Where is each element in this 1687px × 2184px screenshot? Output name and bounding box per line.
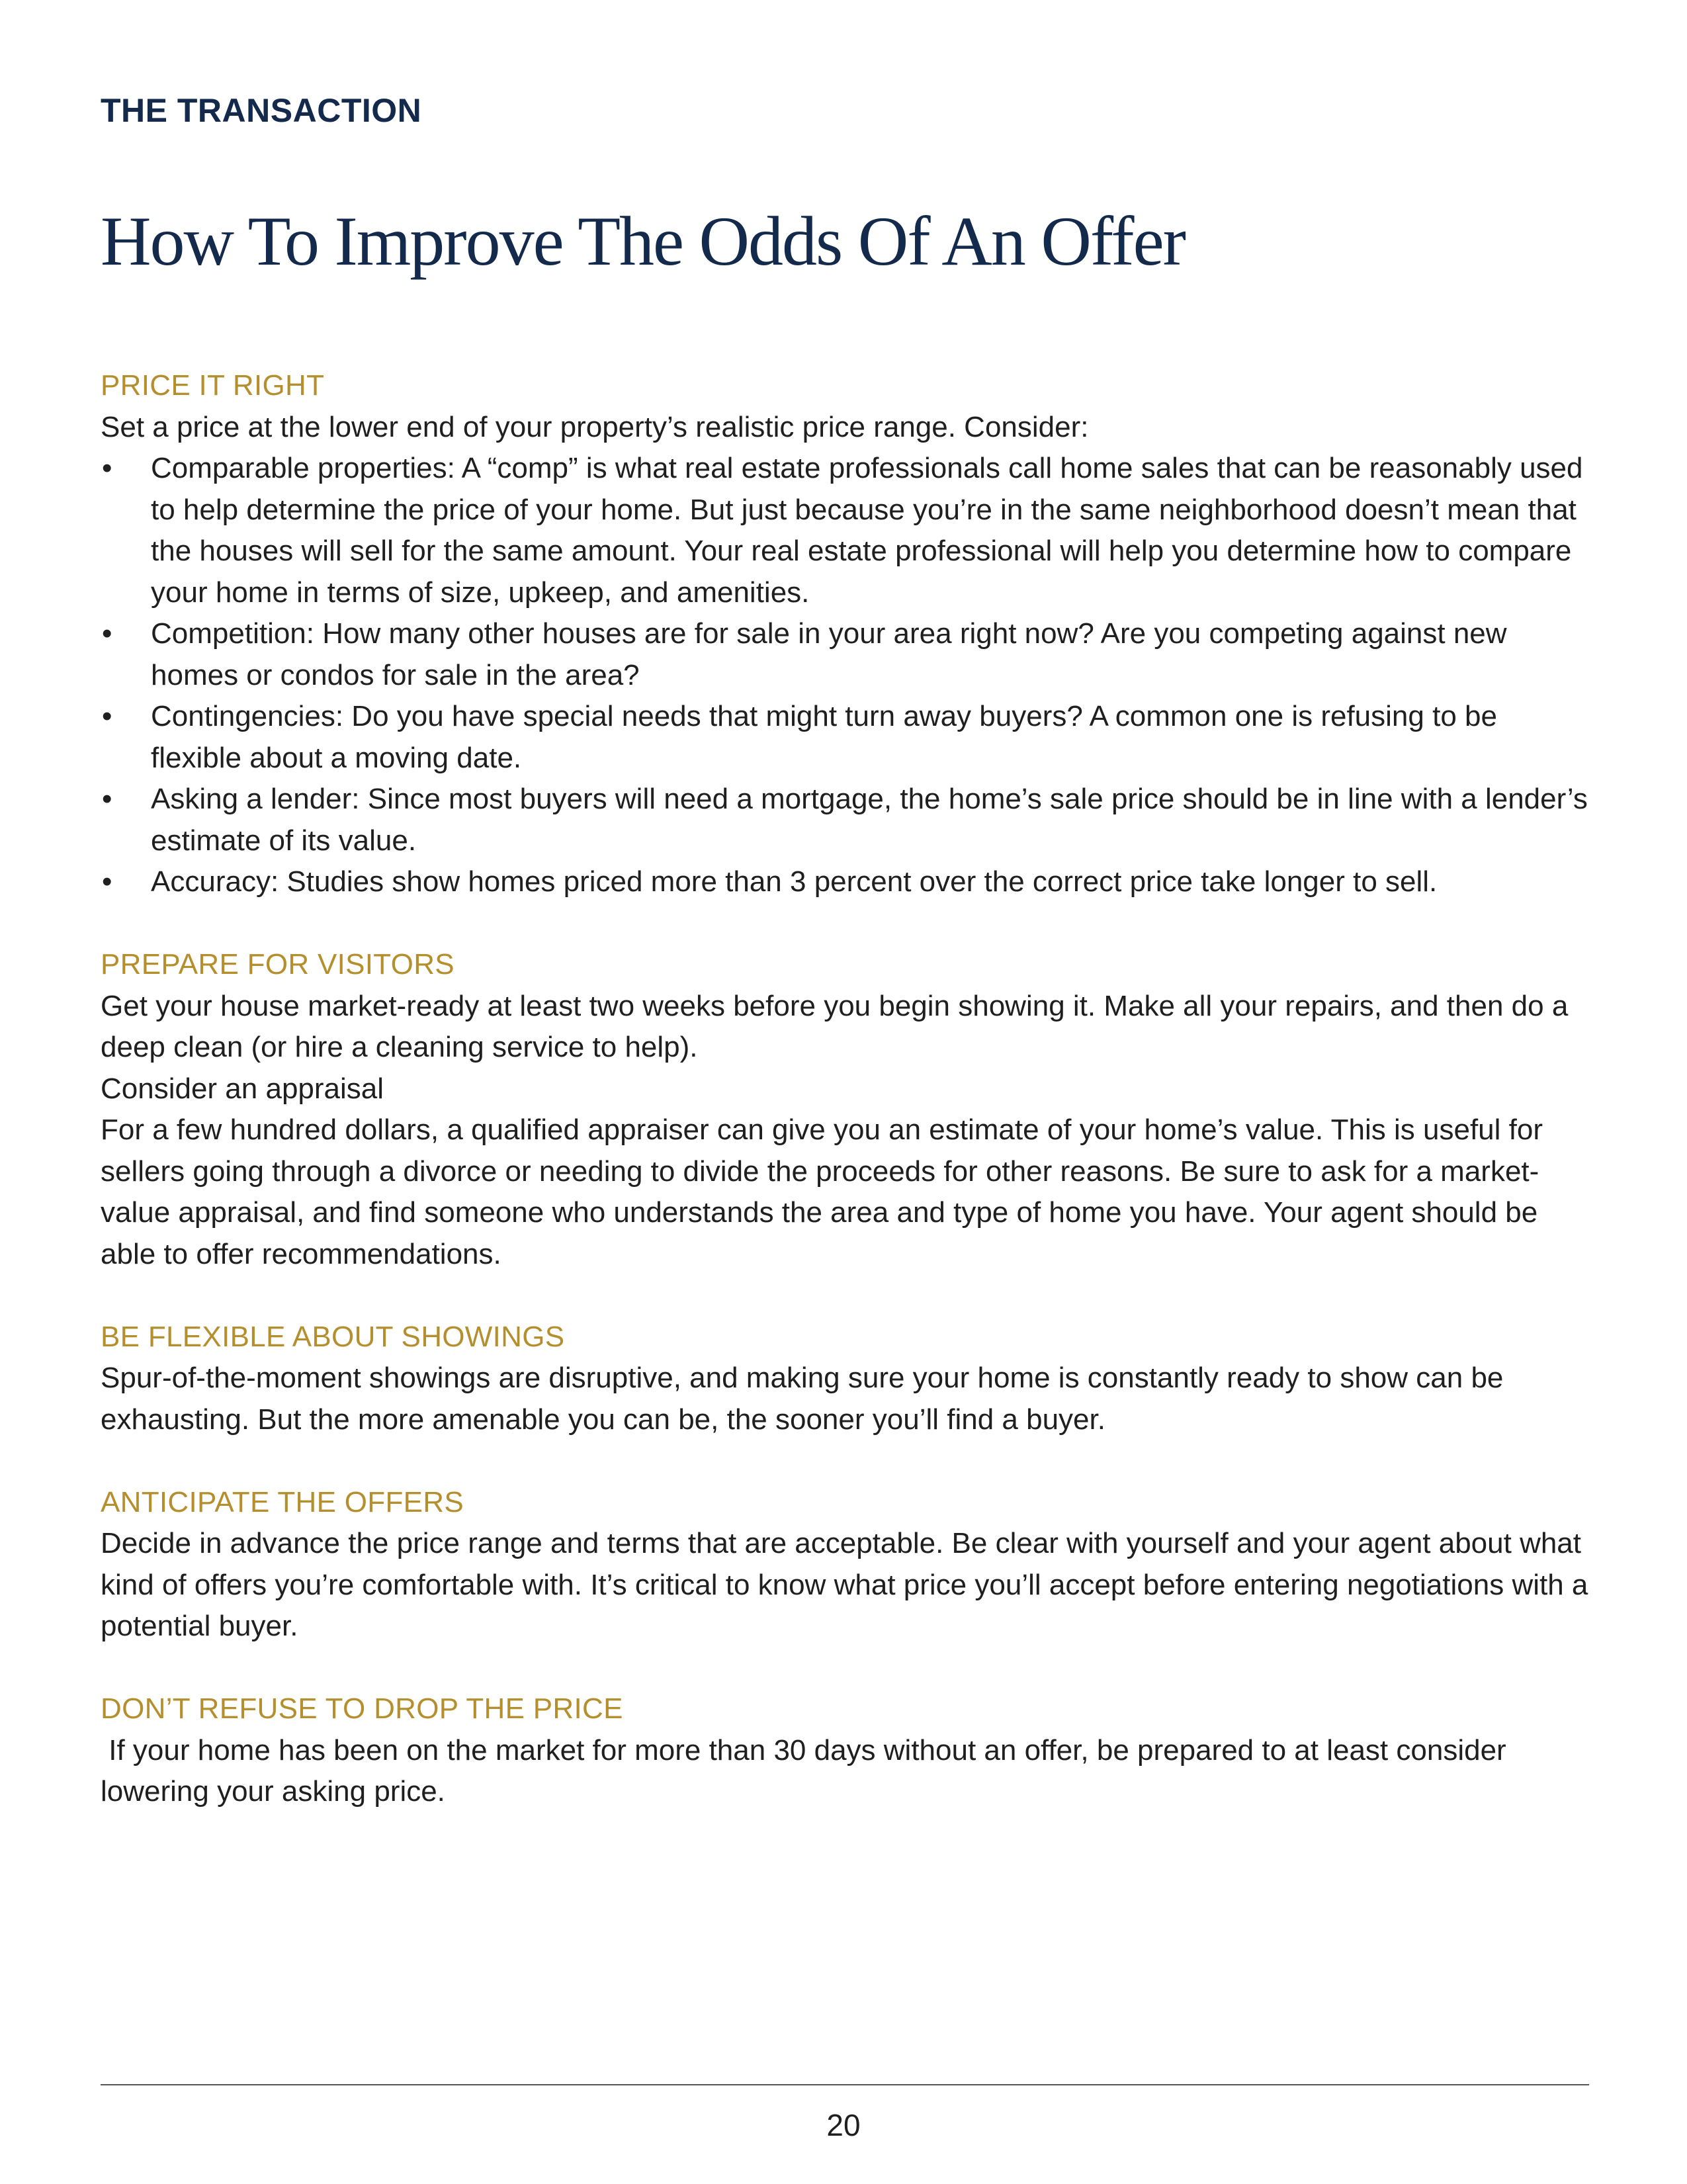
section-heading: PRICE IT RIGHT: [101, 369, 325, 402]
bullet-icon: •: [102, 700, 112, 732]
list-item: [101, 613, 1589, 696]
bullet-icon: •: [102, 783, 112, 815]
section-heading: ANTICIPATE THE OFFERS: [101, 1485, 464, 1518]
section-heading: PREPARE FOR VISITORS: [101, 948, 454, 981]
section-anticipate-offers: [101, 1482, 1589, 1647]
section-drop-price: [101, 1688, 1589, 1813]
bullet-icon: •: [102, 452, 112, 484]
section-heading: DON’T REFUSE TO DROP THE PRICE: [101, 1692, 623, 1725]
list-item: [101, 448, 1589, 613]
list-item-text: Competition: How many other houses are for sale in your area right now? Are you competing against new homes or condos for sale in the area?: [151, 617, 1507, 691]
list-item: [101, 696, 1589, 779]
section-paragraph: Get your house market-ready at least two weeks before you begin showing it. Make all your repairs, and then do a deep clean (or hire a cleaning service to help).: [101, 989, 1569, 1063]
footer-divider: [101, 2084, 1589, 2085]
list-item: [101, 779, 1589, 861]
bullet-list: [101, 448, 1589, 903]
list-item-text: Accuracy: Studies show homes priced more than 3 percent over the correct price take longer to sell.: [151, 865, 1438, 898]
section-prepare-for-visitors: [101, 944, 1589, 1275]
section-price-it-right: [101, 365, 1589, 903]
section-paragraph: For a few hundred dollars, a qualified appraiser can give you an estimate of your home’s value. This is useful for sellers going through a divorce or needing to divide the proceeds for other reasons. Be sure to ask for a market-value appraisal, and find someone who understands the area and type of home you have. Your agent should be able to offer recommendations.: [101, 1114, 1543, 1270]
section-eyebrow: THE TRANSACTION: [101, 92, 422, 129]
page-number: 20: [826, 2108, 861, 2142]
list-item-text: Asking a lender: Since most buyers will need a mortgage, the home’s sale price should be in line with a lender’s estimate of its value.: [151, 783, 1588, 857]
section-paragraph: If your home has been on the market for more than 30 days without an offer, be prepared to at least consider lowering your asking price.: [101, 1733, 1514, 1808]
bullet-icon: •: [102, 865, 112, 898]
subheading-text: Consider an appraisal: [101, 1072, 384, 1105]
section-paragraph: Spur-of-the-moment showings are disruptive, and making sure your home is constantly ready to show can be exhausting. But the more amenable you can be, the sooner you’ll find a buyer.: [101, 1362, 1504, 1436]
page-title: How To Improve The Odds Of An Offer: [101, 202, 1185, 280]
section-flexible-showings: [101, 1317, 1589, 1441]
list-item: [101, 861, 1589, 903]
bullet-icon: •: [102, 617, 112, 650]
section-paragraph: Decide in advance the price range and terms that are acceptable. Be clear with yourself and your agent about what kind of offers you’re comfortable with. It’s critical to know what price you’ll accept before entering negotiations with a potential buyer.: [101, 1527, 1588, 1642]
list-item-text: Comparable properties: A “comp” is what real estate professionals call home sales that can be reasonably used to help determine the price of your home. But just because you’re in the same neighborhood doesn’t mean that the houses will sell for the same amount. Your real estate professional will help you determine how to compare your home in terms of size, upkeep, and amenities.: [151, 452, 1583, 609]
content-body: [101, 365, 1589, 1854]
section-heading: BE FLEXIBLE ABOUT SHOWINGS: [101, 1320, 565, 1353]
list-item-text: Contingencies: Do you have special needs that might turn away buyers? A common one is refusing to be flexible about a moving date.: [151, 700, 1497, 774]
section-paragraph: Set a price at the lower end of your property’s realistic price range. Consider:: [101, 410, 1089, 443]
